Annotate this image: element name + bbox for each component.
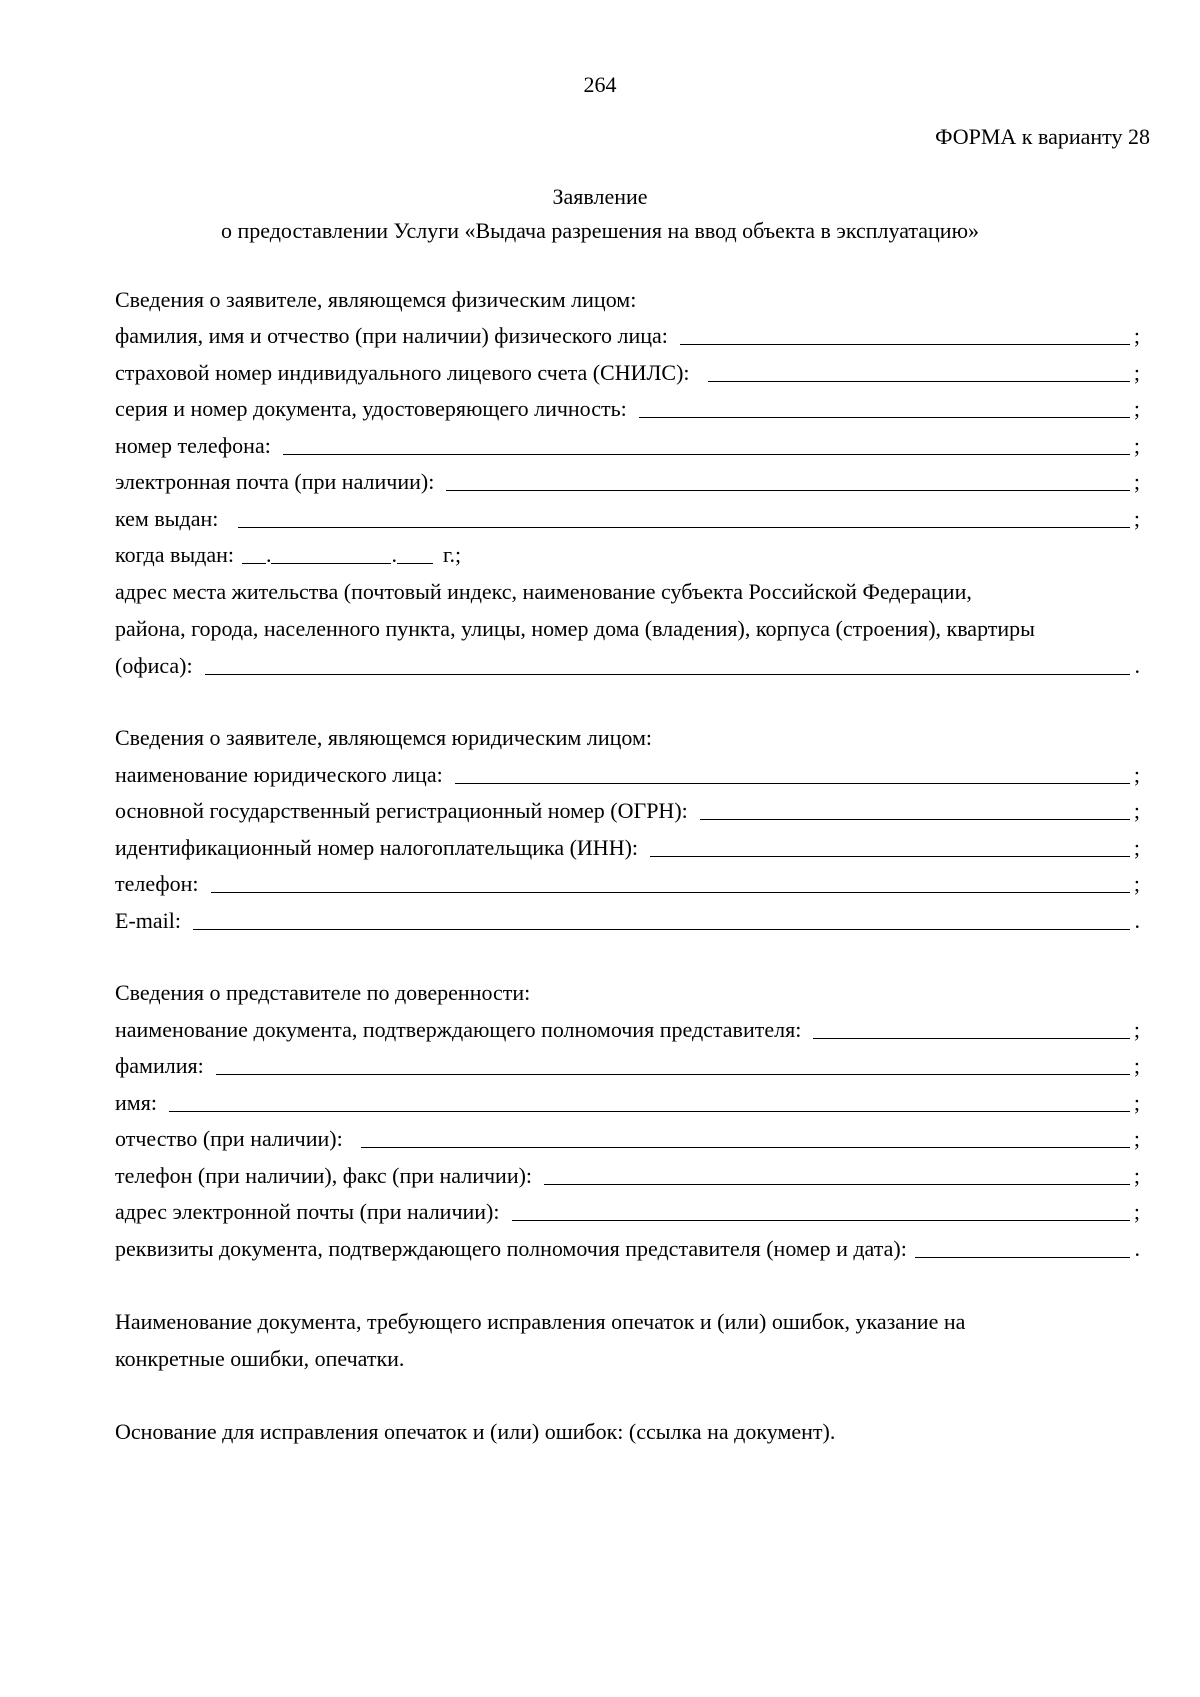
legal-email-row bbox=[115, 899, 1140, 936]
form-reference: ФОРМА к варианту 28 bbox=[935, 124, 1150, 149]
field-terminator: ; bbox=[1133, 1089, 1140, 1115]
field-label: адрес электронной почты (при наличии): bbox=[115, 1199, 500, 1224]
legal-ogrn-field[interactable] bbox=[700, 797, 1130, 820]
individual-fullname-row bbox=[115, 315, 1140, 352]
individual-heading: Сведения о заявителе, являющемся физическим лицом: bbox=[115, 286, 637, 312]
page-number: 264 bbox=[583, 72, 617, 97]
field-label: наименование юридического лица: bbox=[115, 761, 443, 787]
individual-id-document-row bbox=[115, 388, 1140, 425]
legal-inn-field[interactable] bbox=[650, 834, 1130, 857]
individual-id-document-field[interactable] bbox=[639, 395, 1130, 418]
legal-name-field[interactable] bbox=[455, 761, 1130, 784]
legal-phone-field[interactable] bbox=[211, 870, 1130, 893]
field-terminator: ; bbox=[1133, 871, 1140, 896]
address-text-line-2: района, города, населенного пункта, улицы, номер дома (владения), корпуса (строения), квартиры bbox=[115, 616, 1035, 641]
field-label: отчество (при наличии): bbox=[115, 1126, 343, 1151]
field-label: фамилия, имя и отчество (при наличии) физического лица: bbox=[115, 323, 668, 348]
individual-address-row bbox=[115, 644, 1140, 681]
individual-phone-field[interactable] bbox=[283, 432, 1130, 455]
rep-patronymic-row bbox=[115, 1118, 1140, 1155]
field-label: (офиса): bbox=[115, 652, 193, 678]
date-separator: . bbox=[265, 542, 272, 567]
field-terminator: . bbox=[1134, 652, 1140, 678]
legal-name-row bbox=[115, 753, 1140, 790]
issued-month-field[interactable] bbox=[271, 541, 391, 564]
issued-day-field[interactable] bbox=[242, 541, 266, 564]
rep-email-field[interactable] bbox=[512, 1198, 1131, 1221]
field-terminator: ; bbox=[1133, 761, 1140, 787]
field-label: имя: bbox=[115, 1089, 157, 1115]
correction-text-line-2: конкретные ошибки, опечатки. bbox=[115, 1345, 405, 1371]
correction-text-line-1: Наименование документа, требующего исправления опечаток и (или) ошибок, указание на bbox=[115, 1308, 966, 1334]
rep-phone-fax-row bbox=[115, 1154, 1140, 1191]
legal-phone-row bbox=[115, 863, 1140, 900]
individual-phone-row bbox=[115, 424, 1140, 461]
rep-email-row bbox=[115, 1191, 1140, 1228]
form-body bbox=[115, 278, 1140, 1447]
field-label: телефон: bbox=[115, 871, 199, 896]
field-terminator: ; bbox=[1133, 359, 1140, 385]
representative-heading: Сведения о представителе по доверенности: bbox=[115, 980, 531, 1005]
field-terminator: ; bbox=[1133, 469, 1140, 494]
individual-fullname-field[interactable] bbox=[680, 322, 1130, 345]
field-terminator: ; bbox=[1133, 798, 1140, 823]
rep-phone-fax-field[interactable] bbox=[544, 1162, 1130, 1185]
legal-inn-row bbox=[115, 826, 1140, 863]
document-title bbox=[0, 180, 1200, 248]
field-label: кем выдан: bbox=[115, 505, 219, 531]
field-label: телефон (при наличии), факс (при наличии): bbox=[115, 1162, 533, 1188]
title-line-2: о предоставлении Услуги «Выдача разрешения на ввод объекта в эксплуатацию» bbox=[220, 218, 980, 243]
rep-patronymic-field[interactable] bbox=[361, 1125, 1130, 1148]
field-label: основной государственный регистрационный номер (ОГРН): bbox=[115, 798, 688, 823]
field-label: фамилия: bbox=[115, 1053, 204, 1078]
field-terminator: ; bbox=[1133, 396, 1140, 421]
individual-snils-field[interactable] bbox=[708, 359, 1130, 382]
year-suffix: г.; bbox=[442, 542, 462, 567]
rep-first-name-row bbox=[115, 1081, 1140, 1118]
individual-issued-by-row bbox=[115, 497, 1140, 534]
address-text-line-1: адрес места жительства (почтовый индекс, наименование субъекта Российской Федерации, bbox=[115, 579, 972, 604]
individual-issued-date-row bbox=[115, 534, 1140, 571]
field-terminator: ; bbox=[1133, 432, 1140, 458]
field-label: реквизиты документа, подтверждающего полномочия представителя (номер и дата): bbox=[115, 1235, 907, 1261]
field-terminator: . bbox=[1134, 1235, 1140, 1261]
field-label: когда выдан: bbox=[115, 542, 234, 567]
field-terminator: ; bbox=[1133, 834, 1140, 860]
rep-authority-details-row bbox=[115, 1227, 1140, 1264]
field-label: электронная почта (при наличии): bbox=[115, 469, 435, 494]
individual-issued-by-field[interactable] bbox=[238, 505, 1130, 528]
field-label: E-mail: bbox=[115, 907, 181, 933]
field-terminator: ; bbox=[1133, 1162, 1140, 1188]
field-label: серия и номер документа, удостоверяющего личность: bbox=[115, 396, 627, 421]
issued-year-field[interactable] bbox=[397, 541, 433, 564]
rep-first-name-field[interactable] bbox=[169, 1089, 1130, 1112]
field-terminator: ; bbox=[1133, 1199, 1140, 1224]
date-separator: . bbox=[391, 542, 397, 567]
field-terminator: ; bbox=[1133, 505, 1140, 531]
legal-heading: Сведения о заявителе, являющемся юридическим лицом: bbox=[115, 725, 652, 750]
field-terminator: ; bbox=[1133, 1126, 1140, 1151]
rep-authority-document-field[interactable] bbox=[813, 1016, 1130, 1039]
field-terminator: ; bbox=[1133, 323, 1140, 348]
field-label: идентификационный номер налогоплательщика (ИНН): bbox=[115, 834, 639, 860]
legal-ogrn-row bbox=[115, 790, 1140, 827]
rep-surname-row bbox=[115, 1045, 1140, 1082]
title-line-1: Заявление bbox=[552, 184, 648, 209]
rep-surname-field[interactable] bbox=[216, 1052, 1130, 1075]
basis-text: Основание для исправления опечаток и (или) ошибок: (ссылка на документ). bbox=[115, 1418, 836, 1444]
field-terminator: ; bbox=[1133, 1016, 1140, 1042]
field-label: номер телефона: bbox=[115, 432, 271, 458]
legal-email-field[interactable] bbox=[193, 907, 1130, 930]
field-label: страховой номер индивидуального лицевого счета (СНИЛС): bbox=[115, 359, 690, 385]
field-label: наименование документа, подтверждающего полномочия представителя: bbox=[115, 1016, 802, 1042]
individual-snils-row bbox=[115, 351, 1140, 388]
individual-email-row bbox=[115, 461, 1140, 498]
field-terminator: ; bbox=[1133, 1053, 1140, 1078]
rep-authority-document-row bbox=[115, 1008, 1140, 1045]
field-terminator: . bbox=[1134, 907, 1140, 933]
individual-address-field[interactable] bbox=[205, 652, 1130, 675]
rep-authority-details-field[interactable] bbox=[915, 1235, 1130, 1258]
individual-email-field[interactable] bbox=[446, 468, 1130, 491]
